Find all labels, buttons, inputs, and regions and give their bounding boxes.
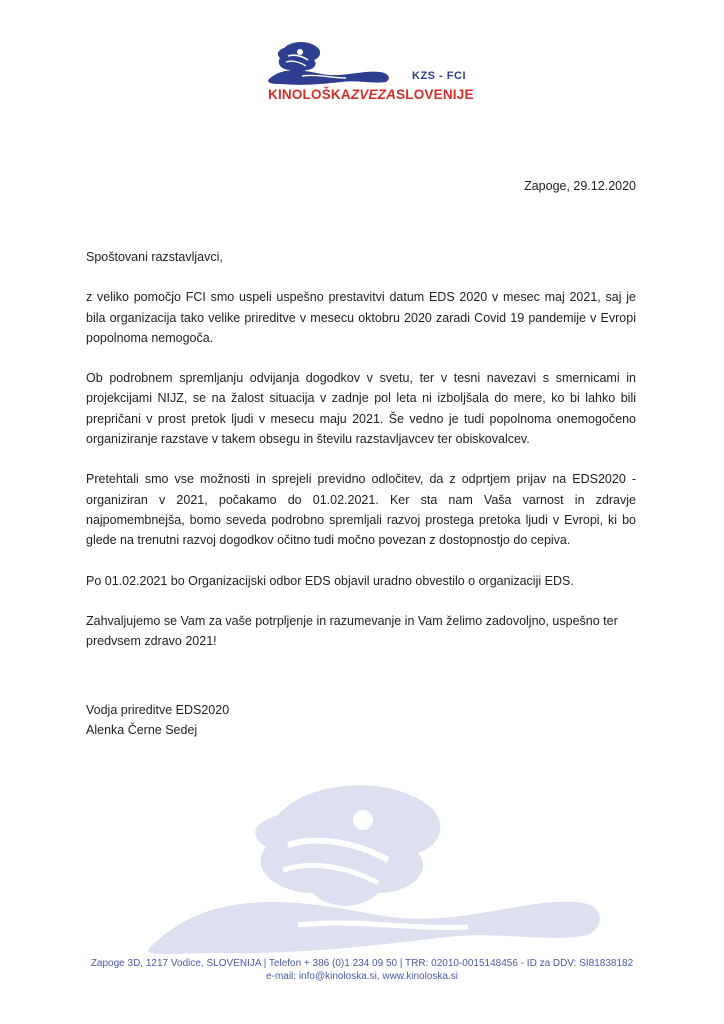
logo-name-part-2: ZVEZA <box>350 87 397 102</box>
letter-signature <box>86 700 229 741</box>
dog-head-logo-icon <box>262 40 412 90</box>
letter-paragraph-5: Zahvaljujemo se Vam za vaše potrpljenje in razumevanje in Vam želimo zadovoljno, uspešno ter predvsem zdravo 2021! <box>86 613 618 649</box>
logo-name-part-1: KINOLOŠKA <box>268 87 351 102</box>
letter-footer <box>0 957 724 983</box>
logo-name-part-3: SLOVENIJE <box>396 87 474 102</box>
footer-contact-line: e-mail: info@kinoloska.si, www.kinoloska.si <box>266 971 458 982</box>
letter-paragraph-1: z veliko pomočjo FCI smo uspeli uspešno prestavitvi datum EDS 2020 v mesec maj 2021, saj je bila organizacija tako velike prireditve v mesecu oktobru 2020 zaradi Covid 19 pandemije v Evropi popolnoma nemogoča. <box>86 290 636 345</box>
logo-organization-name <box>268 87 474 102</box>
letter-date: Zapoge, 29.12.2020 <box>524 179 636 193</box>
dog-head-watermark-icon <box>128 775 608 965</box>
footer-address-line: Zapoge 3D, 1217 Vodice, SLOVENIJA | Telefon + 386 (0)1 234 09 50 | TRR: 02010-0015148456 - ID za DDV: SI81838182 <box>90 958 634 969</box>
letter-paragraph-2: Ob podrobnem spremljanju odvijanja dogodkov v svetu, ter v tesni navezavi s smernicami in projekcijami NIJZ, se na žalost situacija v zadnje pol leta ni izboljšala do mere, ko bi lahko bili prepričani v prost pretok ljudi v mesecu maju 2021. Še vedno je tudi popolnoma onemogočeno organiziranje razstave v takem obsegu in številu razstavljavcev ter obiskovalcev. <box>86 371 636 447</box>
letter-greeting: Spoštovani razstavljavci, <box>86 250 223 264</box>
letter-body <box>86 247 636 651</box>
letter-paragraph-3: Pretehtali smo vse možnosti in sprejeli previdno odločitev, da z odprtjem prijav na EDS2020 - organiziran v 2021, počakamo do 01.02.2021. Ker sta nam Vaša varnost in zdravje najpomembnejša, bomo seveda podrobno spremljali razvoj prostega pretoka ljudi v Evropi, ki bo glede na trenutni razvoj dogodkov očitno tudi močno povezan z dostopnostjo do cepiva. <box>86 472 636 548</box>
logo-kzs-fci-label: KZS - FCI <box>412 70 466 82</box>
signature-role: Vodja prireditve EDS2020 <box>86 703 230 717</box>
kzs-logo <box>262 40 472 108</box>
signature-name: Alenka Černe Sedej <box>86 723 198 738</box>
letter-paragraph-4: Po 01.02.2021 bo Organizacijski odbor EDS objavil uradno obvestilo o organizaciji EDS. <box>86 573 574 588</box>
